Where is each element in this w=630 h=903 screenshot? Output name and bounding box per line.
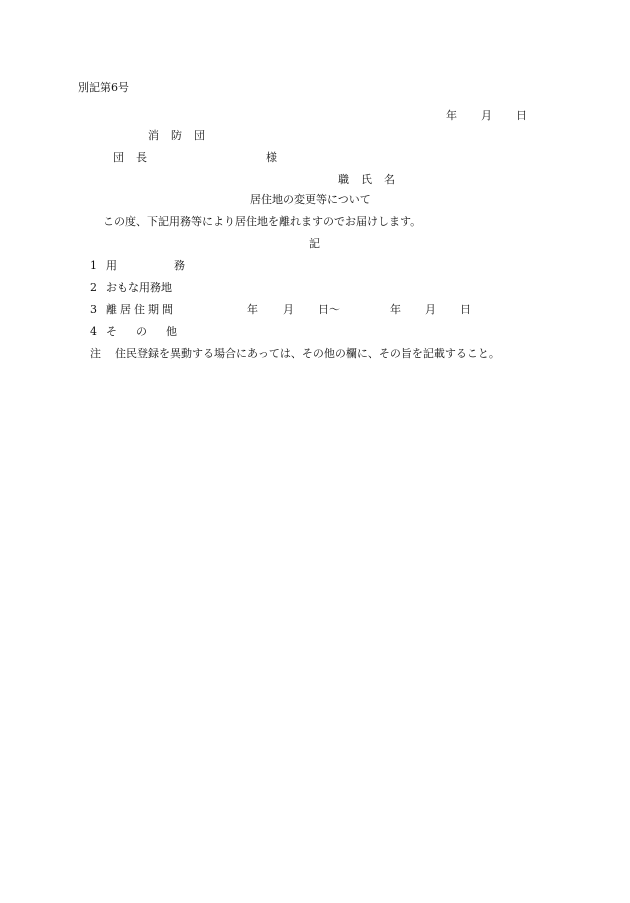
period-start-year: 年: [247, 303, 258, 316]
date-day: 日: [516, 109, 527, 122]
recipient-honorific: 様: [266, 151, 277, 164]
item-label: 用務: [106, 259, 242, 272]
item-number: 2: [90, 281, 97, 294]
date-month: 月: [481, 109, 492, 122]
period-start-month: 月: [283, 303, 294, 316]
item-label: おもな用務地: [106, 281, 172, 294]
period-end-year: 年: [390, 303, 401, 316]
date-year: 年: [446, 109, 457, 122]
item-number: 4: [90, 325, 97, 338]
ki-heading: 記: [309, 237, 320, 250]
body-text: この度、下記用務等により居住地を離れますのでお届けします。: [103, 215, 422, 228]
item-label: 離居住期間: [106, 303, 176, 316]
item-number: 3: [90, 303, 97, 316]
note-text: 住民登録を異動する場合にあっては、その他の欄に、その旨を記載すること。: [115, 347, 500, 360]
document-title: 居住地の変更等について: [250, 193, 371, 206]
item-number: 1: [90, 259, 97, 272]
period-end-day: 日: [460, 303, 471, 316]
recipient-chief: 団長: [113, 151, 159, 164]
item-label: その他: [106, 325, 196, 338]
period-end-month: 月: [425, 303, 436, 316]
sender-position-name: 職氏名: [338, 173, 407, 186]
recipient-fire-brigade: 消防団: [148, 129, 217, 142]
form-number: 別記第6号: [78, 81, 129, 94]
period-start-day: 日〜: [318, 303, 340, 316]
note-prefix: 注: [90, 347, 101, 360]
